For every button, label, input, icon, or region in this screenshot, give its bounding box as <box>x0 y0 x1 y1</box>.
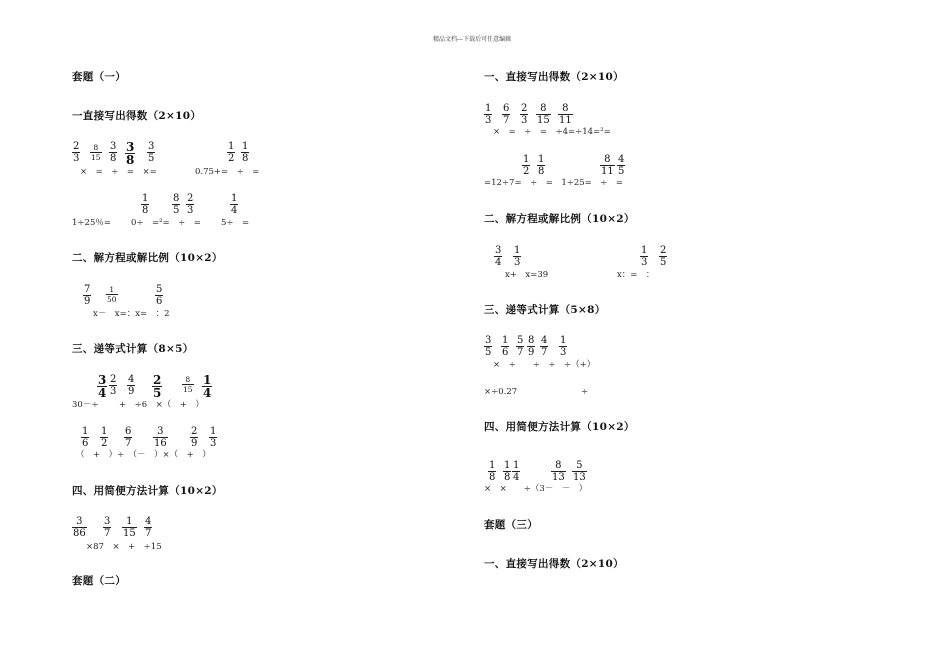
fraction <box>522 154 530 177</box>
fraction <box>202 374 212 399</box>
fraction <box>72 141 80 164</box>
fraction <box>90 143 102 162</box>
fraction-numerator: 2 <box>187 193 194 204</box>
fraction-denominator: 15 <box>91 153 101 162</box>
expression-operators: ×87 × + ÷15 <box>86 542 162 552</box>
fraction-numerator: 1 <box>560 335 567 346</box>
fraction <box>536 103 551 126</box>
fraction-numerator: 5 <box>576 460 583 471</box>
section-heading-direct-answers: 一、直接写出得数（2×10） <box>484 71 624 83</box>
fraction-numerator: 1 <box>210 426 217 437</box>
fraction-numerator: 6 <box>503 103 510 114</box>
fraction-denominator: 16 <box>154 438 167 449</box>
fraction <box>227 141 235 164</box>
fraction-numerator: 3 <box>98 373 107 387</box>
set-title-2: 套题（二） <box>72 575 126 587</box>
fraction-numerator: 6 <box>125 426 132 437</box>
fraction-numerator: 1 <box>142 193 149 204</box>
fraction-numerator: 3 <box>76 516 83 527</box>
fraction-denominator: 8 <box>110 153 117 164</box>
fraction <box>484 103 492 126</box>
fraction-numerator: 1 <box>504 460 511 471</box>
fraction <box>513 245 521 268</box>
fraction-denominator: 50 <box>107 295 117 304</box>
fraction-denominator: 4 <box>495 257 502 268</box>
expression-operators: ×÷0.27 <box>484 387 518 397</box>
fraction-denominator: 9 <box>128 386 135 397</box>
fraction-denominator: 3 <box>110 386 117 397</box>
expression-operators: =12÷7= ÷ = 1÷25= ÷ = <box>484 178 624 188</box>
expression-operators: × = ÷ = ÷4=÷14=²= <box>493 127 611 137</box>
fraction-numerator: 8 <box>93 143 99 152</box>
fraction-numerator: 1 <box>109 285 115 294</box>
expression-operators: x+ x=39 <box>505 270 549 280</box>
fraction <box>640 245 648 268</box>
fraction-denominator: 8 <box>126 153 135 167</box>
expression-operators: × = ÷ = ×= <box>80 167 157 177</box>
fraction <box>503 460 511 483</box>
fraction-denominator: 15 <box>123 528 136 539</box>
expression-operators: 0.75+= ÷ = <box>195 167 260 177</box>
fraction-numerator: 7 <box>84 284 91 295</box>
fraction <box>152 374 162 399</box>
fraction-numerator: 8 <box>540 103 547 114</box>
fraction-denominator: 13 <box>552 472 565 483</box>
fraction-numerator: 4 <box>145 516 152 527</box>
fraction-numerator: 1 <box>538 154 545 165</box>
fraction <box>122 516 137 539</box>
fraction-numerator: 4 <box>128 374 135 385</box>
expression-operators: + ÷6 ×（ + ） <box>119 400 204 410</box>
section-heading-direct-answers: 一直接写出得数（2×10） <box>72 110 202 122</box>
fraction-numerator: 1 <box>523 154 530 165</box>
fraction-numerator: 5 <box>517 335 524 346</box>
fraction-denominator: 3 <box>485 115 492 126</box>
fraction <box>559 335 567 358</box>
fraction-numerator: 2 <box>521 103 528 114</box>
fraction <box>572 460 587 483</box>
set-title-1: 套题（一） <box>72 71 126 83</box>
fraction-denominator: 8 <box>538 166 545 177</box>
fraction-denominator: 8 <box>489 472 496 483</box>
expression-operators: 0÷ =²= ÷ = <box>131 218 201 228</box>
fraction <box>100 426 108 449</box>
fraction-numerator: 1 <box>228 141 235 152</box>
page-header: 精品文档---下载后可任意编辑 <box>433 36 512 43</box>
fraction-numerator: 3 <box>495 245 502 256</box>
fraction-denominator: 4 <box>203 386 212 400</box>
fraction-denominator: 7 <box>125 438 132 449</box>
section-heading-equations: 二、解方程或解比例（10×2） <box>484 213 635 225</box>
fraction-numerator: 8 <box>185 375 191 384</box>
fraction <box>558 103 573 126</box>
expression-operators: x：= ： <box>617 270 655 280</box>
fraction <box>502 103 510 126</box>
expression-operators: （ + ）÷ （－ ）×（ + ） <box>76 450 211 460</box>
fraction-denominator: 3 <box>514 257 521 268</box>
fraction-numerator: 3 <box>110 141 117 152</box>
expression-operators: 5÷ = <box>221 218 250 228</box>
fraction-numerator: 8 <box>528 335 535 346</box>
fraction <box>72 516 87 539</box>
fraction <box>209 426 217 449</box>
fraction-denominator: 6 <box>82 438 89 449</box>
fraction <box>182 375 194 394</box>
fraction-denominator: 8 <box>242 153 249 164</box>
fraction-denominator: 9 <box>191 438 198 449</box>
fraction-denominator: 2 <box>523 166 530 177</box>
fraction-denominator: 7 <box>104 528 111 539</box>
expression-operators: 1÷25％= <box>72 218 111 228</box>
fraction-denominator: 3 <box>73 153 80 164</box>
fraction <box>488 460 496 483</box>
section-heading-equations: 二、解方程或解比例（10×2） <box>72 252 223 264</box>
fraction-denominator: 8 <box>142 205 149 216</box>
fraction-denominator: 6 <box>156 296 163 307</box>
fraction-numerator: 3 <box>104 516 111 527</box>
fraction-denominator: 7 <box>503 115 510 126</box>
fraction-denominator: 3 <box>187 205 194 216</box>
fraction-denominator: 8 <box>504 472 511 483</box>
fraction-denominator: 2 <box>228 153 235 164</box>
fraction-numerator: 5 <box>156 284 163 295</box>
fraction-numerator: 1 <box>126 516 133 527</box>
fraction-denominator: 7 <box>517 347 524 358</box>
fraction-numerator: 8 <box>562 103 569 114</box>
fraction-denominator: 13 <box>573 472 586 483</box>
fraction <box>617 154 625 177</box>
fraction <box>516 335 524 358</box>
fraction-denominator: 11 <box>559 115 572 126</box>
fraction-numerator: 3 <box>148 141 155 152</box>
fraction-numerator: 2 <box>153 373 162 387</box>
fraction-denominator: 5 <box>660 257 667 268</box>
fraction-numerator: 3 <box>157 426 164 437</box>
expression-operators: × × ÷（3－ － ） <box>484 484 588 494</box>
fraction-numerator: 1 <box>502 335 509 346</box>
fraction <box>190 426 198 449</box>
fraction-denominator: 5 <box>618 166 625 177</box>
fraction-numerator: 1 <box>513 460 520 471</box>
fraction-denominator: 15 <box>537 115 550 126</box>
fraction <box>106 285 118 304</box>
fraction <box>153 426 168 449</box>
fraction <box>81 426 89 449</box>
expression-operators: x－ x=：x= ：2 <box>93 309 170 319</box>
fraction-numerator: 2 <box>660 245 667 256</box>
fraction <box>186 193 194 216</box>
fraction-numerator: 3 <box>485 335 492 346</box>
fraction <box>127 374 135 397</box>
fraction-numerator: 4 <box>618 154 625 165</box>
fraction-denominator: 5 <box>173 205 180 216</box>
section-heading-step-calc: 三、递等式计算（5×8） <box>484 304 606 316</box>
fraction <box>600 154 615 177</box>
fraction-denominator: 5 <box>485 347 492 358</box>
fraction-numerator: 2 <box>73 141 80 152</box>
fraction-numerator: 1 <box>514 245 521 256</box>
fraction <box>147 141 155 164</box>
section-heading-direct-answers: 一、直接写出得数（2×10） <box>484 558 624 570</box>
fraction-denominator: 86 <box>73 528 86 539</box>
fraction-denominator: 3 <box>210 438 217 449</box>
fraction <box>141 193 149 216</box>
expression-operators: × ÷ ÷ ÷ ÷（+） <box>493 360 596 370</box>
fraction-denominator: 4 <box>231 205 238 216</box>
fraction-denominator: 6 <box>502 347 509 358</box>
fraction-numerator: 2 <box>110 374 117 385</box>
fraction-denominator: 11 <box>601 166 614 177</box>
fraction <box>537 154 545 177</box>
fraction <box>109 374 117 397</box>
fraction-denominator: 2 <box>101 438 108 449</box>
fraction-denominator: 3 <box>641 257 648 268</box>
fraction-numerator: 1 <box>485 103 492 114</box>
fraction-denominator: 15 <box>183 385 193 394</box>
fraction-denominator: 4 <box>98 386 107 400</box>
section-heading-simplified-calc: 四、用简便方法计算（10×2） <box>72 485 223 497</box>
fraction <box>659 245 667 268</box>
fraction-numerator: 8 <box>173 193 180 204</box>
fraction <box>103 516 111 539</box>
fraction-numerator: 1 <box>82 426 89 437</box>
fraction-numerator: 4 <box>541 335 548 346</box>
fraction <box>155 284 163 307</box>
section-heading-simplified-calc: 四、用简便方法计算（10×2） <box>484 421 635 433</box>
fraction-numerator: 1 <box>231 193 238 204</box>
fraction <box>172 193 180 216</box>
fraction <box>551 460 566 483</box>
fraction <box>241 141 249 164</box>
fraction-numerator: 1 <box>203 373 212 387</box>
fraction-denominator: 3 <box>560 347 567 358</box>
fraction <box>527 335 535 358</box>
expression-operators: 30－÷ <box>72 400 99 410</box>
fraction-denominator: 9 <box>528 347 535 358</box>
fraction-denominator: 9 <box>84 296 91 307</box>
fraction-denominator: 4 <box>513 472 520 483</box>
fraction-denominator: 3 <box>521 115 528 126</box>
fraction <box>125 141 135 166</box>
fraction-denominator: 7 <box>145 528 152 539</box>
expression-operators: ÷ <box>581 387 589 397</box>
fraction <box>512 460 520 483</box>
fraction <box>83 284 91 307</box>
fraction <box>494 245 502 268</box>
fraction-numerator: 2 <box>191 426 198 437</box>
fraction <box>109 141 117 164</box>
fraction <box>540 335 548 358</box>
fraction <box>144 516 152 539</box>
fraction <box>97 374 107 399</box>
fraction-numerator: 1 <box>641 245 648 256</box>
fraction-denominator: 5 <box>148 153 155 164</box>
set-title-3: 套题（三） <box>484 519 538 531</box>
fraction <box>484 335 492 358</box>
section-heading-step-calc: 三、递等式计算（8×5） <box>72 343 194 355</box>
fraction <box>501 335 509 358</box>
fraction <box>124 426 132 449</box>
fraction-denominator: 7 <box>541 347 548 358</box>
fraction-numerator: 8 <box>555 460 562 471</box>
fraction <box>520 103 528 126</box>
fraction-denominator: 5 <box>153 386 162 400</box>
fraction-numerator: 8 <box>604 154 611 165</box>
fraction <box>230 193 238 216</box>
fraction-numerator: 1 <box>242 141 249 152</box>
fraction-numerator: 1 <box>101 426 108 437</box>
fraction-numerator: 1 <box>489 460 496 471</box>
fraction-numerator: 3 <box>126 140 135 154</box>
